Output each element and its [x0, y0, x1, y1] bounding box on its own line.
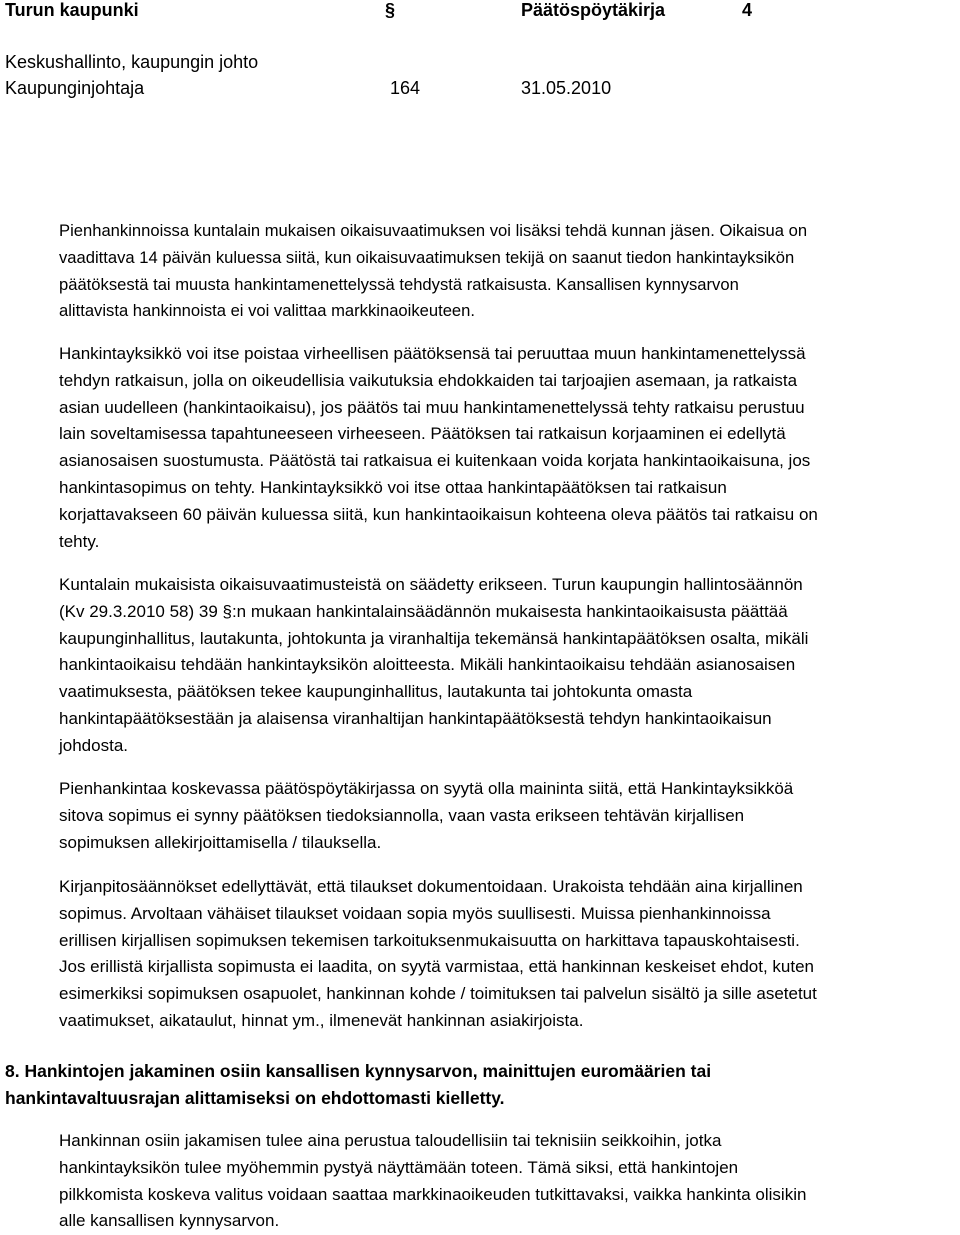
text-line: vaatimuksesta, päätöksen tekee kaupunginhallitus, lautakunta tai johtokunta omasta — [59, 682, 693, 702]
city-name: Turun kaupunki — [5, 0, 139, 20]
paragraph-procurement-correction — [59, 341, 818, 555]
text-line: sopimus. Arvoltaan vähäiset tilaukset voidaan sopia myös suullisesti. Muissa pienhankinnoissa — [59, 903, 771, 923]
text-line: lain soveltamisessa tapahtuneeseen virheeseen. Päätöksen tai ratkaisun korjaaminen ei edellytä — [59, 424, 786, 444]
text-line: hankintapäätöksestään ja alaisensa viranhaltijan hankintapäätöksestä tehdyn hankintaoikaisun — [59, 708, 772, 728]
text-line: korjattavakseen 60 päivän kuluessa siitä, kun hankintaoikaisun kohteena oleva päätös tai ratkaisu on — [59, 504, 818, 524]
meeting-date: 31.05.2010 — [521, 78, 612, 98]
text-line: alle kansallisen kynnysarvon. — [59, 1211, 280, 1231]
text-line: pilkkomista koskeva valitus voidaan saattaa markkinaoikeuden tutkittavaksi, vaikka hankinta olisikin — [59, 1184, 807, 1204]
text-line: Kuntalain mukaisista oikaisuvaatimusteistä on säädetty erikseen. Turun kaupungin hallintosäännön — [59, 575, 803, 594]
text-line: Hankintayksikkö voi itse poistaa virheellisen päätöksensä tai peruuttaa muun hankintamenettelyssä — [59, 344, 806, 363]
section-symbol: § — [385, 0, 396, 20]
paragraph-bookkeeping — [59, 874, 817, 1035]
official-title: Kaupunginjohtaja — [5, 78, 145, 98]
text-line: Jos erillistä kirjallista sopimusta ei laadita, on syytä varmistaa, että hankinnan keskeiset ehdot, kuten — [59, 957, 814, 977]
text-line: asianosaisen suostumusta. Päätöstä tai ratkaisua ei kuitenkaan voida korjata hankintaoikaisuna, jos — [59, 451, 811, 471]
text-line: hankintaoikaisu tehdään hankintayksikön aloitteesta. Mikäli hankintaoikaisu tehdään asianosaisen — [59, 655, 796, 675]
text-line: vaatimukset, aikataulut, hinnat ym., ilmenevät hankinnan asiakirjoista. — [59, 1010, 584, 1030]
paragraph-splitting — [59, 1128, 806, 1235]
text-line: sitova sopimus ei synny päätöksen tiedoksiannolla, vaan vasta erikseen tehtävän kirjallisen — [59, 805, 745, 825]
text-line: hankintasopimus on tehty. Hankintayksikkö voi itse ottaa hankintapäätöksen tai ratkaisun — [59, 477, 727, 497]
text-line: kaupunginhallitus, lautakunta, johtokunta ja viranhaltija tekemänsä hankintapäätöksen osalta, mikäli — [59, 628, 809, 648]
section-number: 164 — [390, 78, 421, 98]
page-number: 4 — [742, 0, 753, 20]
document-type: Päätöspöytäkirja — [521, 0, 666, 20]
text-line: esimerkiksi sopimuksen osapuolet, hankinnan kohde / toimituksen tai palvelun sisältö ja sille asetetut — [59, 984, 817, 1004]
text-line: vaadittava 14 päivän kuluessa siitä, kun oikaisuvaatimuksen tekijä on saanut tiedon hankintayksikön — [59, 247, 795, 267]
department: Keskushallinto, kaupungin johto — [5, 52, 259, 72]
text-line: tehdyn ratkaisun, jolla on oikeudellisia vaikutuksia ehdokkaiden tai tarjoajien asemaan, ja ratkaista — [59, 370, 798, 390]
text-line: asian uudelleen (hankintaoikaisu), jos päätös tai muu hankintamenettelyssä tehty ratkaisu perustuu — [59, 397, 805, 417]
text-line: sopimuksen allekirjoittamisella / tilauksella. — [59, 832, 382, 852]
text-line: Pienhankinnoissa kuntalain mukaisen oikaisuvaatimuksen voi lisäksi tehdä kunnan jäsen. Oikaisua on — [59, 221, 808, 240]
text-line: johdosta. — [59, 735, 128, 755]
text-line: päätöksestä tai muusta hankintamenettelyssä tehdystä ratkaisusta. Kansallisen kynnysarvon — [59, 274, 739, 294]
heading-line: 8. Hankintojen jakaminen osiin kansallisen kynnysarvon, mainittujen euromäärien tai — [5, 1061, 712, 1081]
text-line: hankintayksikön tulee myöhemmin pystyä näyttämään toteen. Tämä siksi, että hankintojen — [59, 1157, 739, 1177]
text-line: Pienhankintaa koskevassa päätöspöytäkirjassa on syytä olla maininta siitä, että Hankintayksikköä — [59, 779, 794, 798]
paragraph-municipal-law — [59, 572, 808, 760]
text-line: alittavista hankinnoista ei voi valittaa markkinaoikeuteen. — [59, 301, 475, 321]
heading-line: hankintavaltuusrajan alittamiseksi on ehdottomasti kielletty. — [5, 1088, 505, 1108]
paragraph-decision-record — [59, 776, 793, 856]
text-line: Kirjanpitosäännökset edellyttävät, että tilaukset dokumentoidaan. Urakoista tehdään aina kirjallinen — [59, 877, 803, 896]
text-line: erillisen kirjallisen sopimuksen tekemisen tarkoituksenmukaisuutta on harkittava tapauskohtaisesti. — [59, 930, 800, 950]
paragraph-appeal — [59, 218, 807, 325]
text-line: Hankinnan osiin jakamisen tulee aina perustua taloudellisiin tai teknisiin seikkoihin, jotka — [59, 1131, 722, 1150]
text-line: tehty. — [59, 531, 100, 551]
section-heading-8 — [5, 1058, 711, 1112]
text-line: (Kv 29.3.2010 58) 39 §:n mukaan hankintalainsäädännön mukaisesta hankintaoikaisusta päättää — [59, 601, 788, 621]
